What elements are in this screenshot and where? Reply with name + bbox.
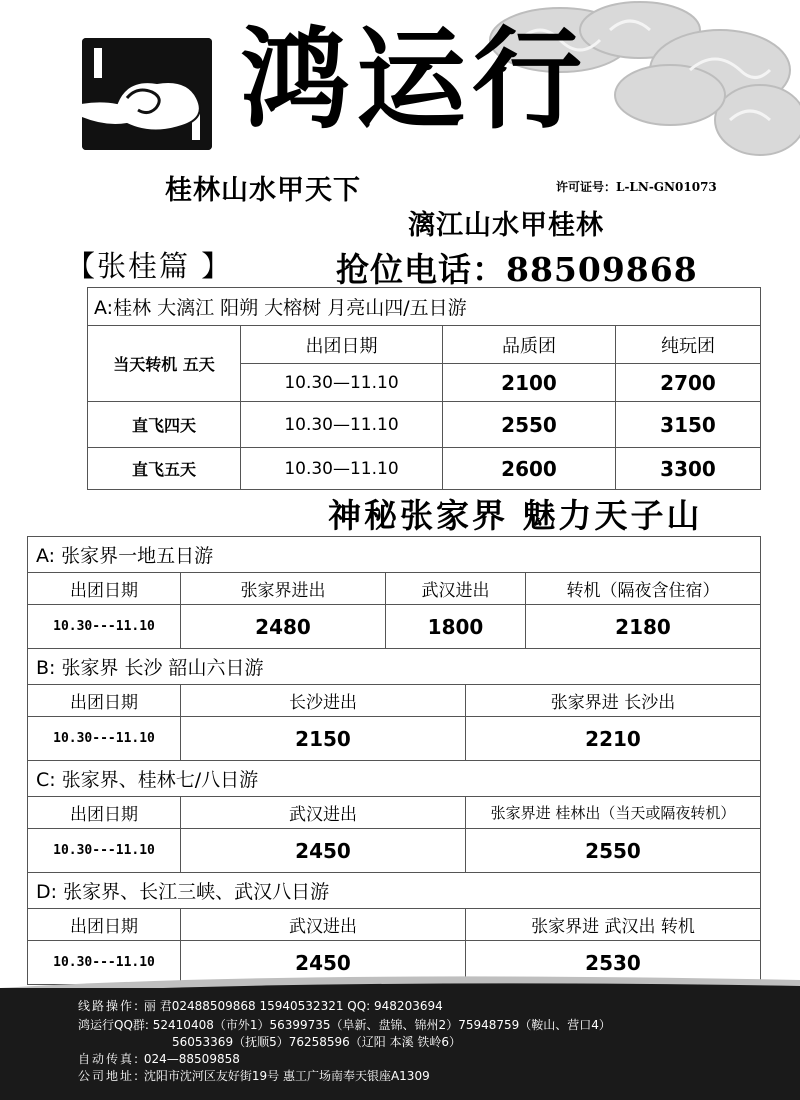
route-c-header-zjj-gl: 张家界进 桂林出（当天或隔夜转机） (466, 797, 761, 829)
route-c-price-wuhan: 2450 (181, 829, 466, 873)
route-a-header-wuhan: 武汉进出 (386, 573, 526, 605)
route-b-date: 10.30---11.10 (28, 717, 181, 761)
slogan-2: 漓江山水甲桂林 (408, 210, 604, 241)
route-c-date: 10.30---11.10 (28, 829, 181, 873)
footer-qq-row-2 (172, 1036, 461, 1048)
route-d-price-zjj-wh: 2530 (466, 941, 761, 985)
guilin-row-label: 直飞四天 (88, 402, 241, 448)
route-a-header-date: 出团日期 (28, 573, 181, 605)
route-c-title: C: 张家界、桂林七/八日游 (28, 761, 761, 797)
footer-qq-value: 52410408（市外1）56399735（阜新、盘锦、锦州2）75948759（鞍山、营口4） (152, 1018, 611, 1032)
footer-fax-row (78, 1053, 240, 1065)
route-d-date: 10.30---11.10 (28, 941, 181, 985)
logo (82, 38, 212, 150)
guilin-header-date: 出团日期 (241, 326, 443, 364)
footer-fax-label: 自动传真: (78, 1052, 141, 1066)
guilin-route-title: A:桂林 大漓江 阳朔 大榕树 月亮山四/五日游 (88, 288, 761, 326)
route-c-header-wuhan: 武汉进出 (181, 797, 466, 829)
footer-operator-row (78, 1000, 443, 1012)
route-a-date: 10.30---11.10 (28, 605, 181, 649)
zhangjiajie-price-table (27, 536, 761, 985)
guilin-header-pure: 纯玩团 (616, 326, 761, 364)
guilin-quality-price: 2100 (443, 364, 616, 402)
route-d-price-wuhan: 2450 (181, 941, 466, 985)
hotline: 抢位电话：88509868 (336, 250, 698, 289)
route-a-header-zjj: 张家界进出 (181, 573, 386, 605)
route-a-price-zjj: 2480 (181, 605, 386, 649)
route-c-price-zjj-gl: 2550 (466, 829, 761, 873)
route-d-header-wuhan: 武汉进出 (181, 909, 466, 941)
footer-operator-value: 丽 君02488509868 15940532321 QQ: 948203694 (143, 999, 443, 1013)
guilin-pure-price: 2700 (616, 364, 761, 402)
route-d-header-date: 出团日期 (28, 909, 181, 941)
route-b-title: B: 张家界 长沙 韶山六日游 (28, 649, 761, 685)
license-number: 许可证号：L-LN-GN01073 (556, 180, 717, 194)
route-b-header-changsha: 长沙进出 (181, 685, 466, 717)
guilin-date: 10.30—11.10 (241, 364, 443, 402)
guilin-date: 10.30—11.10 (241, 402, 443, 448)
route-b-header-zjj-cs: 张家界进 长沙出 (466, 685, 761, 717)
zhangjiajie-subtitle: 神秘张家界 魅力天子山 (328, 496, 703, 535)
footer-qq-label: 鸿运行QQ群: (78, 1018, 149, 1032)
footer-address-value: 沈阳市沈河区友好街19号 惠工广场南奉天银座A1309 (143, 1069, 430, 1083)
footer (0, 988, 800, 1100)
guilin-header-quality: 品质团 (443, 326, 616, 364)
route-b-price-zjj-cs: 2210 (466, 717, 761, 761)
brand-name: 鸿运行 (240, 16, 588, 144)
route-d-header-zjj-wh: 张家界进 武汉出 转机 (466, 909, 761, 941)
guilin-pure-price: 3150 (616, 402, 761, 448)
route-a-header-transfer: 转机（隔夜含住宿） (526, 573, 761, 605)
route-a-price-transfer: 2180 (526, 605, 761, 649)
route-b-price-changsha: 2150 (181, 717, 466, 761)
route-a-title: A: 张家界一地五日游 (28, 537, 761, 573)
route-b-header-date: 出团日期 (28, 685, 181, 717)
footer-operator-label: 线路操作: (78, 999, 141, 1013)
guilin-date: 10.30—11.10 (241, 448, 443, 490)
guilin-quality-price: 2550 (443, 402, 616, 448)
route-c-header-date: 出团日期 (28, 797, 181, 829)
footer-fax-value: 024—88509858 (143, 1052, 240, 1066)
guilin-price-table (87, 287, 761, 490)
guilin-quality-price: 2600 (443, 448, 616, 490)
guilin-pure-price: 3300 (616, 448, 761, 490)
footer-address-row (78, 1070, 430, 1082)
route-a-price-wuhan: 1800 (386, 605, 526, 649)
guilin-row-label: 直飞五天 (88, 448, 241, 490)
slogan-1: 桂林山水甲天下 (165, 175, 361, 206)
section-tag: 【张桂篇 】 (66, 249, 233, 283)
footer-address-label: 公司地址: (78, 1069, 141, 1083)
route-d-title: D: 张家界、长江三峡、武汉八日游 (28, 873, 761, 909)
footer-qq-value-2: 56053369（抚顺5）76258596（辽阳 本溪 铁岭6） (172, 1035, 462, 1049)
guilin-row-label: 当天转机 五天 (88, 326, 241, 402)
cloud-logo-icon (82, 38, 212, 150)
footer-qq-row (78, 1019, 611, 1031)
